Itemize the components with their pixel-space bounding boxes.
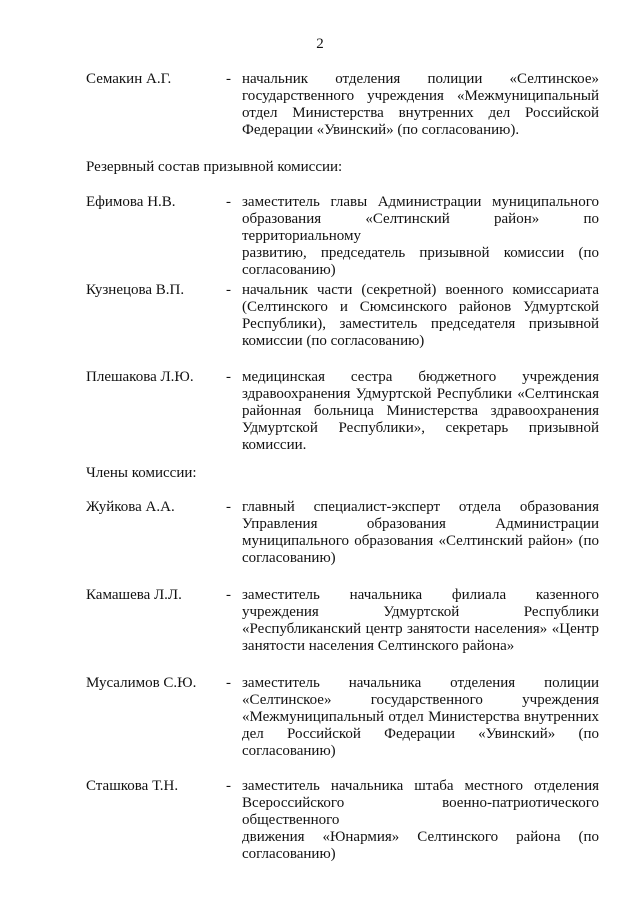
text-line: занятости населения Селтинского района» (242, 638, 515, 654)
dash: - (226, 282, 231, 298)
reserve-heading: Резервный состав призывной комиссии: (86, 159, 343, 175)
text-line: заместитель главы Администрации муниципального (242, 194, 599, 210)
person-position (242, 71, 599, 139)
members-heading: Члены комиссии: (86, 465, 197, 481)
text-line: заместитель начальника филиала казенного (242, 587, 599, 603)
dash: - (226, 71, 231, 87)
dash: - (226, 499, 231, 515)
dash: - (226, 675, 231, 691)
person-name: Плешакова Л.Ю. (86, 369, 194, 385)
text-line: согласованию) (242, 550, 336, 566)
page-number: 2 (316, 36, 324, 52)
person-position (242, 587, 599, 655)
person-name: Кузнецова В.П. (86, 282, 185, 298)
text-line: учреждения Удмуртской Республики (242, 604, 599, 620)
text-line: согласованию) (242, 743, 336, 759)
text-line: главный специалист-эксперт отдела образования (242, 499, 599, 515)
text-line: Республики), заместитель председателя призывной (242, 316, 599, 332)
text-line: медицинская сестра бюджетного учреждения (242, 369, 599, 385)
person-position (242, 282, 599, 350)
person-name: Камашева Л.Л. (86, 587, 182, 603)
text-line: «Селтинское» государственного учреждения (242, 692, 599, 708)
dash: - (226, 369, 231, 385)
text-line: районная больница Министерства здравоохранения (242, 403, 599, 419)
person-position (242, 675, 599, 760)
text-line: комиссии (по согласованию) (242, 333, 425, 349)
text-line: заместитель начальника отделения полиции (242, 675, 599, 691)
text-line: «Межмуниципальный отдел Министерства внутренних (242, 709, 599, 725)
dash: - (226, 778, 231, 794)
text-line: начальник отделения полиции «Селтинское» (242, 71, 599, 87)
text-line: образования «Селтинский район» по территориальному (242, 211, 599, 244)
person-name: Ефимова Н.В. (86, 194, 176, 210)
person-name: Мусалимов С.Ю. (86, 675, 197, 691)
person-position (242, 369, 599, 454)
person-name: Жуйкова А.А. (86, 499, 175, 515)
text-line: Удмуртской Республики», секретарь призывной (242, 420, 599, 436)
text-line: (Селтинского и Сюмсинского районов Удмуртской (242, 299, 599, 315)
text-line: согласованию) (242, 262, 336, 278)
text-line: государственного учреждения «Межмуниципальный (242, 88, 599, 104)
text-line: дел Российской Федерации «Увинский» (по (242, 726, 599, 742)
text-line: Федерации «Увинский» (по согласованию). (242, 122, 520, 138)
person-position (242, 194, 599, 279)
text-line: развитию, председатель призывной комиссии (по (242, 245, 599, 261)
text-line: комиссии. (242, 437, 307, 453)
text-line: муниципального образования «Селтинский район» (по (242, 533, 599, 549)
text-line: Управления образования Администрации (242, 516, 599, 532)
text-line: отдел Министерства внутренних дел Российской (242, 105, 599, 121)
dash: - (226, 587, 231, 603)
person-position (242, 499, 599, 567)
dash: - (226, 194, 231, 210)
person-position (242, 778, 599, 863)
text-line: движения «Юнармия» Селтинского района (по (242, 829, 599, 845)
text-line: Всероссийского военно-патриотического общественного (242, 795, 599, 828)
text-line: «Республиканский центр занятости населения» «Центр (242, 621, 599, 637)
person-name: Семакин А.Г. (86, 71, 172, 87)
text-line: здравоохранения Удмуртской Республики «Селтинская (242, 386, 599, 402)
text-line: начальник части (секретной) военного комиссариата (242, 282, 599, 298)
text-line: заместитель начальника штаба местного отделения (242, 778, 599, 794)
text-line: согласованию) (242, 846, 336, 862)
person-name: Сташкова Т.Н. (86, 778, 179, 794)
